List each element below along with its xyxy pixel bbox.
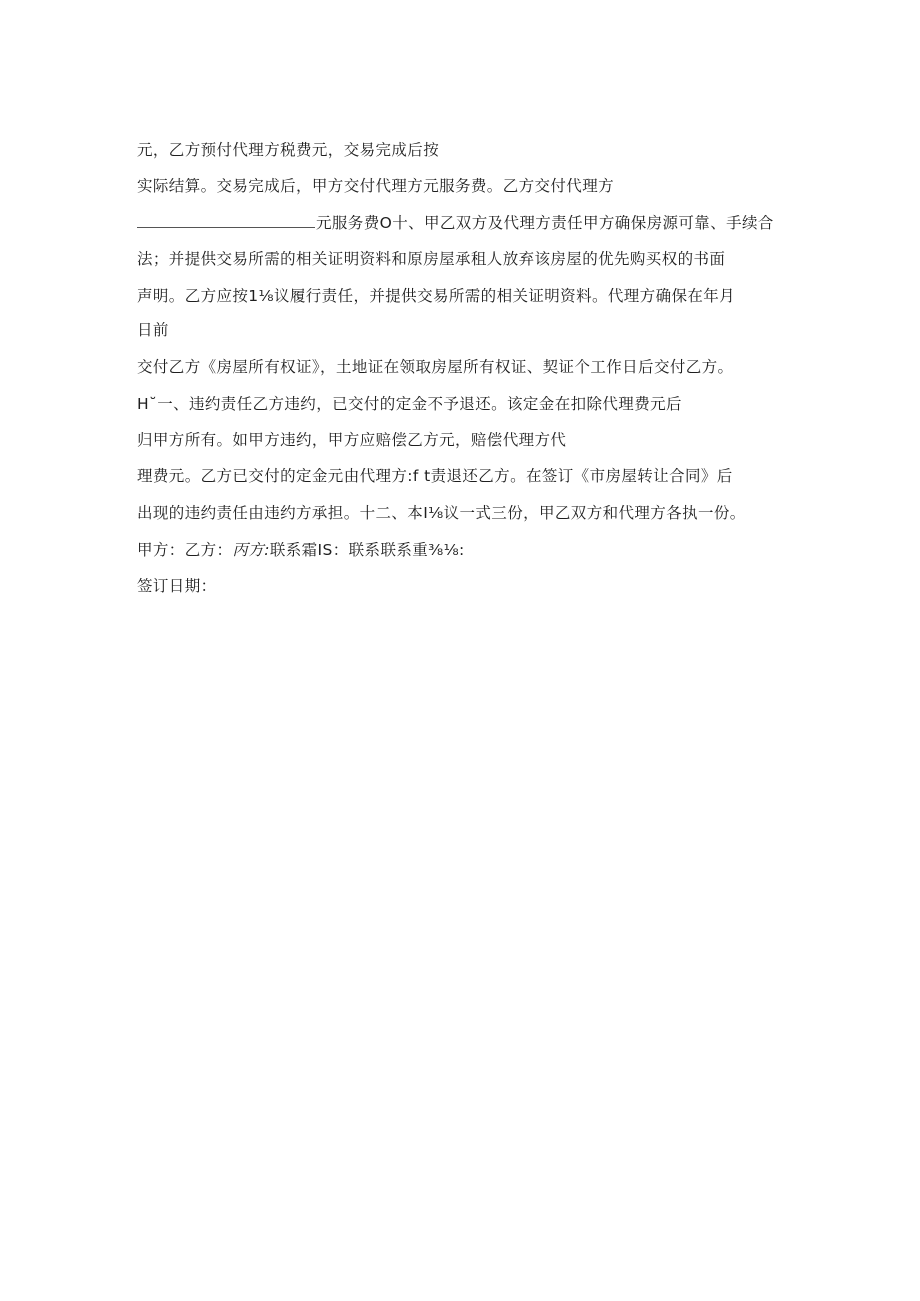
- fill-in-blank: [137, 213, 315, 228]
- text-line-9: 归甲方所有。如甲方违约，甲方应赔偿乙方元，赔偿代理方代: [137, 431, 567, 449]
- signature-line: [137, 540, 465, 560]
- contact-label-2: 联系联系重⅜⅛:: [348, 541, 465, 559]
- text-line-2: 实际结算。交易完成后，甲方交付代理方元服务费。乙方交付代理方: [137, 177, 615, 195]
- text-line-3-content: 元服务费O十、甲乙双方及代理方责任甲方确保房源可靠、手续合: [316, 214, 774, 232]
- text-line-5: 声明。乙方应按1⅛议履行责任，并提供交易所需的相关证明资料。代理方确保在年月: [137, 287, 736, 305]
- text-line-3: [137, 213, 774, 233]
- text-line-4: 法；并提供交易所需的相关证明资料和原房屋承租人放弃该房屋的优先购买权的书面: [137, 250, 726, 268]
- text-line-1: 元，乙方预付代理方税费元，交易完成后按: [137, 141, 440, 159]
- text-line-6: 日前: [137, 321, 169, 339]
- party-a-label: 甲方：: [137, 541, 185, 559]
- party-c-label: 丙方:: [232, 541, 270, 559]
- text-line-8: H˘一、违约责任乙方违约，已交付的定金不予退还。该定金在扣除代理费元后: [137, 395, 682, 413]
- sign-date-label: 签订日期：: [137, 577, 217, 595]
- contact-label: 联系霜IS：: [269, 541, 349, 559]
- text-line-10: 理费元。乙方已交付的定金元由代理方:f t责退还乙方。在签订《市房屋转让合同》后: [137, 467, 733, 485]
- party-b-label: 乙方：: [184, 541, 233, 559]
- text-line-11: 出现的违约责任由违约方承担。十二、本I⅛议一式三份，甲乙双方和代理方各执一份。: [137, 504, 746, 522]
- text-line-7: 交付乙方《房屋所有权证》，土地证在领取房屋所有权证、契证个工作日后交付乙方。: [137, 358, 734, 376]
